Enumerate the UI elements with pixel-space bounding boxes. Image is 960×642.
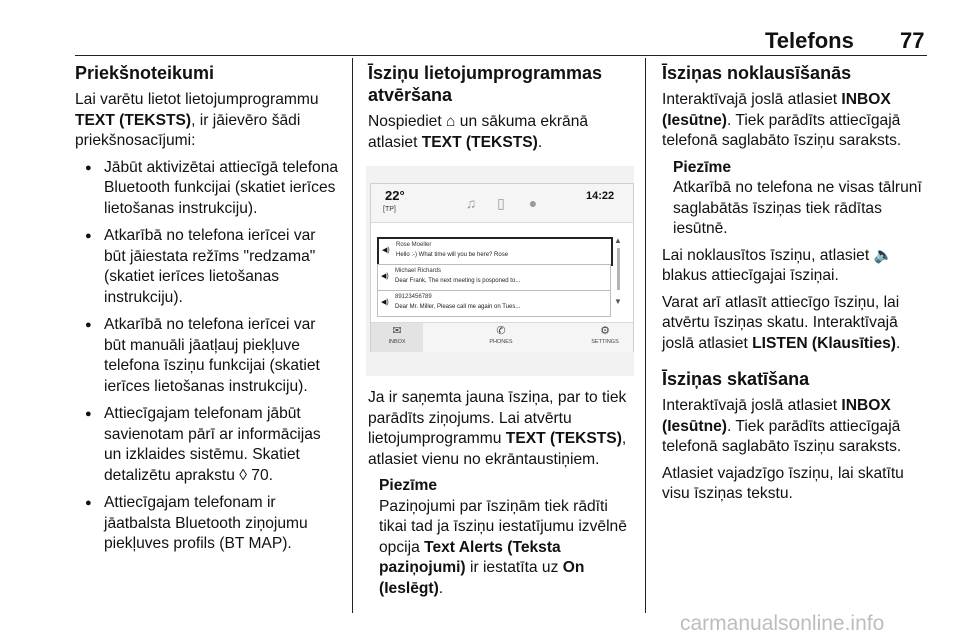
tab-label: SETTINGS <box>591 339 619 345</box>
page-number: 77 <box>900 28 925 53</box>
message-preview: Dear Mr. Miller, Please call me again on Tues... <box>395 304 521 310</box>
list-item: ● Attiecīgajam telefonam ir jāatbalsta Bluetooth ziņojumu piekļuves profils (BT MAP). <box>75 493 340 555</box>
list-item: ● Atkarībā no telefona ierīcei var būt jāiestata režīms "redzama" (skatiet ierīces lietošanas instrukciju). <box>75 226 340 308</box>
envelope-icon: ✉ <box>392 325 402 337</box>
speaker-icon: 🔈 <box>873 246 893 264</box>
message-preview: Hello :-) What time will you be here? Rose <box>396 252 509 258</box>
list-item: ● Atkarībā no telefona ierīcei var būt manuāli jāatļauj piekļuve telefona īsziņu funkcijai (skatiet ierīces lietošanas instrukciju). <box>75 315 340 397</box>
message-sender: 89123456789 <box>395 294 432 300</box>
text: . Tiek parādīts attiecīgajā telefonā saglabāto īsziņu saraksts. <box>662 417 902 455</box>
bold-text: INBOX (Iesūtne) <box>662 91 891 129</box>
text: . <box>537 133 543 151</box>
message-row[interactable] <box>377 264 611 291</box>
note-title: Piezīme <box>673 158 732 176</box>
bold-text: LISTEN (Klausīties) <box>752 334 896 352</box>
header-title: Telefons <box>765 28 854 53</box>
section-heading: Priekšnoteikumi <box>75 63 215 83</box>
scroll-down-icon[interactable]: ▼ <box>614 297 622 306</box>
note <box>368 476 638 599</box>
requirements-list <box>75 158 340 555</box>
note-text: . <box>438 579 444 597</box>
tab-settings[interactable] <box>579 323 631 352</box>
tab-inbox[interactable] <box>371 323 423 352</box>
note-text: Atkarībā no telefona ne visas tālrunī saglabātās īsziņas tiek rādītas iesūtnē. <box>673 179 922 237</box>
list-item: ● Attiecīgajam telefonam jābūt savienotam pārī ar informācijas un izklaides sistēmu. Skatiet detalizētu aprakstu ◊ 70. <box>75 404 340 486</box>
message-sender: Rose Moeller <box>396 242 432 248</box>
tp-indicator: [TP] <box>383 206 396 213</box>
note <box>662 158 932 240</box>
column-3 <box>662 62 932 511</box>
section-heading: Īsziņu lietojumprogrammas atvēršana <box>368 63 603 105</box>
tab-label: PHONES <box>489 339 513 345</box>
bold-text: TEXT (TEKSTS) <box>505 430 622 447</box>
text: . Tiek parādīts attiecīgajā telefonā saglabāto īsziņu saraksts. <box>662 111 902 149</box>
bold-text: TEXT (TEKSTS) <box>421 133 538 151</box>
bold-text: INBOX (Iesūtne) <box>662 397 891 435</box>
interaction-bar <box>371 322 633 352</box>
message-preview: Dear Frank, The next meeting is posponed to... <box>395 278 521 284</box>
speaker-icon[interactable]: ◀) <box>382 247 390 254</box>
message-sender: Michael Richards <box>395 268 442 274</box>
handset-icon: ✆ <box>496 325 506 337</box>
header-rule <box>75 55 927 56</box>
paragraph: Atlasiet vajadzīgo īsziņu, lai skatītu visu īsziņas tekstu. <box>662 464 904 502</box>
section-heading: Īsziņas noklausīšanās <box>662 63 852 83</box>
paragraph <box>368 112 638 153</box>
home-icon: ⌂ <box>446 113 456 130</box>
paragraph <box>662 293 932 355</box>
message-row[interactable] <box>377 290 611 317</box>
speaker-icon[interactable]: ◀) <box>381 299 389 306</box>
note-text: Paziņojumi par īsziņām tiek rādīti tikai tad ja īsziņu iestatījumu izvēlnē opcija <box>379 497 627 556</box>
column-divider-1 <box>352 58 353 613</box>
intro-text: Lai varētu lietot lietojumprogrammu <box>75 91 319 108</box>
list-item: ● Jābūt aktivizētai attiecīgā telefona Bluetooth funkcijai (skatiet ierīces lietošanas instrukciju). <box>75 158 340 220</box>
intro-bold: TEXT (TEKSTS) <box>75 111 192 129</box>
scrollbar[interactable] <box>617 248 620 290</box>
note-title: Piezīme <box>379 477 438 494</box>
gear-icon: ⚙ <box>600 325 610 337</box>
text: Interaktīvajā joslā atlasiet <box>662 91 842 108</box>
column-2-lower <box>368 388 638 605</box>
note-text: ir iestatīta uz <box>465 559 563 576</box>
watermark: carmanualsonline.info <box>680 612 885 635</box>
note-bold: Text Alerts (Teksta paziņojumi) <box>379 538 561 576</box>
status-bar <box>371 184 633 223</box>
tab-label: INBOX <box>388 339 406 345</box>
paragraph <box>368 388 638 470</box>
text: Nospiediet <box>368 113 447 130</box>
infotainment-screen <box>370 183 634 352</box>
text: Lai noklausītos īsziņu, atlasiet <box>662 246 874 264</box>
music-icon[interactable]: ♫ <box>465 195 477 211</box>
note-bold: On (Ieslēgt) <box>379 559 585 597</box>
text: Varat arī atlasīt attiecīgo īsziņu, lai atvērtu īsziņas skatu. Interaktīvajā joslā atlasiet <box>662 293 900 352</box>
phone-icon[interactable]: ▯ <box>497 194 505 211</box>
clock: 14:22 <box>586 190 615 202</box>
text: Ja ir saņemta jauna īsziņa, par to tiek parādīts ziņojums. Lai atvērtu lietojumprogrammu <box>368 389 627 447</box>
text: Interaktīvajā joslā atlasiet <box>662 397 842 414</box>
text: , atlasiet vienu no ekrāntaustiņiem. <box>368 430 627 468</box>
temperature: 22° <box>385 188 405 203</box>
intro-paragraph <box>75 90 340 152</box>
column-1 <box>75 62 340 562</box>
tab-phones[interactable] <box>475 323 527 352</box>
column-2 <box>368 62 638 159</box>
scroll-up-icon[interactable]: ▲ <box>614 236 622 245</box>
text: . <box>896 334 901 352</box>
paragraph <box>662 90 932 152</box>
speaker-icon[interactable]: ◀) <box>381 273 389 280</box>
text: blakus attiecīgajai īsziņai. <box>662 267 839 284</box>
paragraph <box>662 396 932 458</box>
paragraph <box>662 246 932 287</box>
message-row[interactable] <box>377 237 613 266</box>
column-divider-2 <box>645 58 646 613</box>
intro-text-2: , ir jāievēro šādi priekšnosacījumi: <box>75 111 301 149</box>
text: un sākuma ekrānā atlasiet <box>368 113 589 151</box>
navigation-icon[interactable]: ● <box>528 195 538 211</box>
section-heading: Īsziņas skatīšana <box>662 369 810 389</box>
